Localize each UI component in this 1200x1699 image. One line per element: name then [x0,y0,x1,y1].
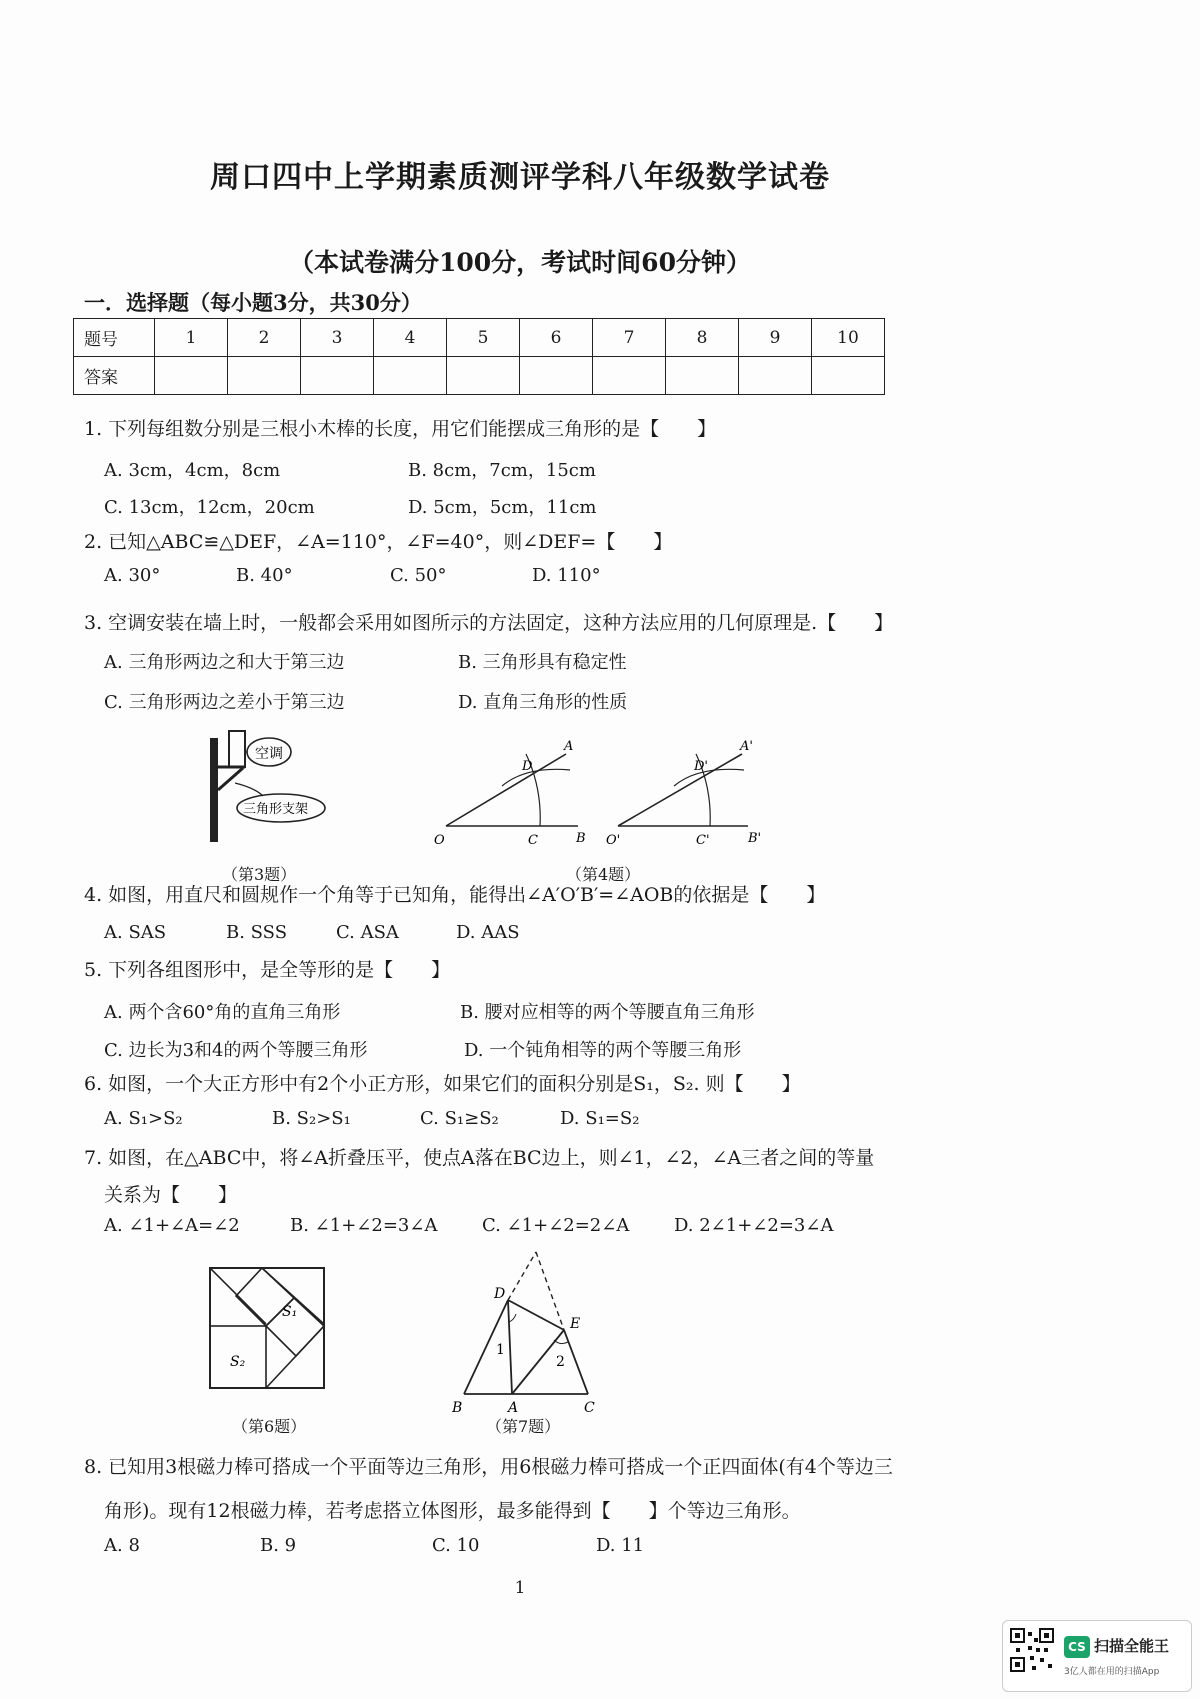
scanner-app-name: 扫描全能王 [1094,1637,1170,1655]
question-1: 1. 下列每组数分别是三根小木棒的长度，用它们能摆成三角形的是【 】 [84,418,717,440]
label-d: D [522,759,533,774]
q4-option-a: A. SAS [104,922,167,943]
q4-option-d: D. AAS [456,922,520,943]
label-d-prime: D' [694,759,708,774]
table-cell-number: 10 [812,319,885,357]
q4-option-b: B. SSS [226,922,288,943]
question-3: 3. 空调安装在墙上时，一般都会采用如图所示的方法固定，这种方法应用的几何原理是.【 】 [84,612,894,634]
label-c: C [584,1400,595,1412]
answer-table [73,318,885,395]
q2-option-a: A. 30° [104,565,161,586]
label-o-prime: O' [606,833,621,848]
label-angle-2: 2 [556,1354,565,1370]
q1-option-c: C. 13cm，12cm，20cm [104,497,315,518]
answer-cell[interactable] [301,357,374,395]
q3-option-c: C. 三角形两边之差小于第三边 [104,692,345,713]
answer-cell[interactable] [155,357,228,395]
table-cell-number: 3 [301,319,374,357]
table-row [74,357,885,395]
table-cell-number: 8 [666,319,739,357]
table-cell-number: 9 [739,319,812,357]
label-air-conditioner: 空调 [255,746,283,762]
figure-6-squares [206,1264,330,1392]
label-e: E [570,1316,581,1332]
q7-option-a: A. ∠1+∠A=∠2 [104,1215,240,1236]
q2-option-d: D. 110° [532,565,601,586]
q2-option-b: B. 40° [236,565,293,586]
question-8-line2: 角形)。现有12根磁力棒，若考虑搭立体图形，最多能得到【 】个等边三角形。 [104,1500,801,1522]
question-5: 5. 下列各组图形中，是全等形的是【 】 [84,959,451,981]
q1-option-b: B. 8cm，7cm，15cm [408,460,596,481]
label-s2: S₂ [230,1354,246,1370]
q6-option-c: C. S₁≥S₂ [420,1108,499,1129]
q7-option-c: C. ∠1+∠2=2∠A [482,1215,630,1236]
q8-option-b: B. 9 [260,1535,297,1556]
answer-cell[interactable] [228,357,301,395]
answer-cell[interactable] [447,357,520,395]
camscanner-logo-icon: CS [1064,1636,1090,1658]
answer-cell[interactable] [374,357,447,395]
qr-code-icon [1010,1628,1054,1672]
q8-option-c: C. 10 [432,1535,480,1556]
q3-option-a: A. 三角形两边之和大于第三边 [104,652,345,673]
answer-cell[interactable] [593,357,666,395]
q7-option-d: D. 2∠1+∠2=3∠A [674,1215,834,1236]
figure-3-caption: （第3题） [222,865,297,884]
table-cell-number: 2 [228,319,301,357]
answer-cell[interactable] [520,357,593,395]
figure-7-caption: （第7题） [486,1417,561,1436]
figure-4-caption: （第4题） [566,865,641,884]
label-d: D [494,1286,506,1302]
answer-cell[interactable] [739,357,812,395]
label-a-prime: A' [740,739,753,754]
label-c-prime: C' [696,833,710,848]
scanner-app-tagline: 3亿人都在用的扫描App [1064,1667,1160,1677]
section-heading: 一．选择题（每小题3分，共30分） [84,290,422,315]
table-cell-number: 1 [155,319,228,357]
question-4: 4. 如图，用直尺和圆规作一个角等于已知角，能得出∠A′O′B′=∠AOB的依据是【 】 [84,884,826,906]
q2-option-c: C. 50° [390,565,447,586]
q5-option-c: C. 边长为3和4的两个等腰三角形 [104,1040,368,1061]
question-8: 8. 已知用3根磁力棒可搭成一个平面等边三角形，用6根磁力棒可搭成一个正四面体(有4个等边三 [84,1456,893,1478]
q3-option-d: D. 直角三角形的性质 [458,692,628,713]
q1-option-a: A. 3cm，4cm，8cm [104,460,281,481]
label-a: A [508,1400,519,1412]
question-2: 2. 已知△ABC≌△DEF，∠A=110°，∠F=40°，则∠DEF=【 】 [84,531,673,553]
q5-option-b: B. 腰对应相等的两个等腰直角三角形 [460,1002,755,1023]
table-label-answer: 答案 [74,357,155,395]
table-cell-number: 4 [374,319,447,357]
figure-3-air-conditioner [195,728,345,848]
exam-subtitle: （本试卷满分100分，考试时间60分钟） [289,248,751,277]
question-7-line2: 关系为【 】 [104,1184,238,1206]
q8-option-d: D. 11 [596,1535,645,1556]
q5-option-d: D. 一个钝角相等的两个等腰三角形 [464,1040,742,1061]
label-b: B [452,1400,463,1412]
table-cell-number: 7 [593,319,666,357]
figure-7-folded-triangle [452,1250,612,1412]
q7-option-b: B. ∠1+∠2=3∠A [290,1215,438,1236]
answer-cell[interactable] [666,357,739,395]
label-angle-1: 1 [496,1342,505,1358]
label-triangle-frame: 三角形支架 [243,802,309,817]
figure-6-caption: （第6题） [232,1417,307,1436]
q5-option-a: A. 两个含60°角的直角三角形 [104,1002,341,1023]
page-number: 1 [514,1578,526,1598]
answer-cell[interactable] [812,357,885,395]
question-7: 7. 如图，在△ABC中，将∠A折叠压平，使点A落在BC边上，则∠1，∠2，∠A三者之间的等量 [84,1147,875,1169]
q6-option-d: D. S₁=S₂ [560,1108,640,1129]
q4-option-c: C. ASA [336,922,399,943]
label-o: O [434,833,445,848]
label-s1: S₁ [282,1304,298,1320]
label-b-prime: B' [748,831,762,846]
label-a: A [564,739,574,754]
exam-title: 周口四中上学期素质测评学科八年级数学试卷 [210,160,830,195]
q6-option-b: B. S₂>S₁ [272,1108,351,1129]
q8-option-a: A. 8 [104,1535,140,1556]
table-label-number: 题号 [74,319,155,357]
table-cell-number: 6 [520,319,593,357]
table-cell-number: 5 [447,319,520,357]
table-row [74,319,885,357]
question-6: 6. 如图，一个大正方形中有2个小正方形，如果它们的面积分别是S₁，S₂. 则【 】 [84,1073,801,1095]
q1-option-d: D. 5cm，5cm，11cm [408,497,597,518]
q6-option-a: A. S₁>S₂ [104,1108,183,1129]
label-b: B [576,831,586,846]
label-c: C [528,833,538,848]
figure-4-angle-construction [430,738,790,848]
q3-option-b: B. 三角形具有稳定性 [458,652,627,673]
